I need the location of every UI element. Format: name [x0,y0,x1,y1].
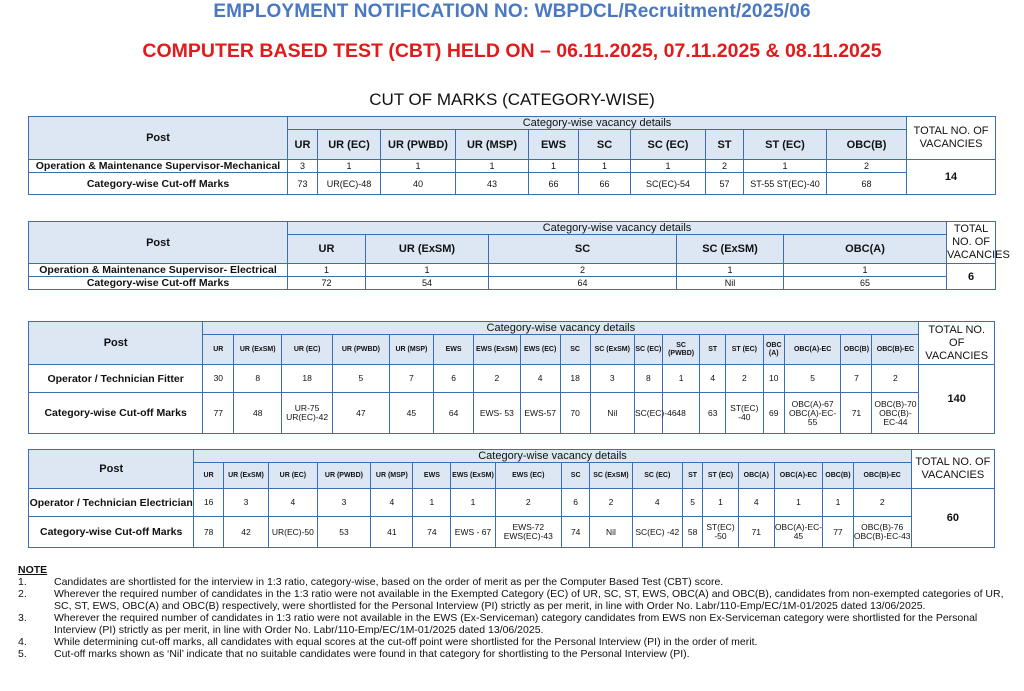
note-item [18,576,1018,588]
cutoff-cell: SC(EC)-46 [634,393,662,434]
note-text: Wherever the required number of candidates in the 1:3 ratio were not available in the Exempted Category (EC) of UR, SC, ST, EWS, OBC(A) and OBC(B), candidates from non-exempted categories of UR, SC, ST, EWS, OBC(A) and OBC(B) respectively, were shortlisted for the Personal Interview (PI) strictly as per merit, in line with Order No. Labr/110-Emp/EC/1M-01/2025 dated 13/06/2025. [54,588,1004,612]
note-number: 1. [18,576,27,588]
vacancy-cell: 2 [872,365,919,393]
category-header: UR (ExSM) [223,463,268,489]
category-header: UR [288,235,366,264]
cutoff-cell: OBC(A)-EC-45 [774,517,822,548]
category-header: OBC (A) [763,335,784,365]
vacancy-cell: 4 [738,489,774,517]
vacancy-cell: 4 [520,365,560,393]
cutoff-cell: ST-55 ST(EC)-40 [744,173,827,195]
vacancy-details-header: Category-wise vacancy details [194,450,911,463]
cutoff-cell: 40 [381,173,456,195]
cutoff-cell: EWS-72 EWS(EC)-43 [495,517,561,548]
category-header: EWS [434,335,474,365]
cutoff-cell: UR(EC)-50 [269,517,317,548]
category-header: SC (ExSM) [677,235,784,264]
total-vacancies-value: 6 [947,264,996,290]
category-header: UR [194,463,223,489]
cutoff-cell: EWS- 53 [474,393,521,434]
category-header: EWS [529,130,579,160]
note-item [18,612,1018,636]
note-item [18,636,1018,648]
vacancy-cell: 30 [203,365,234,393]
cutoff-cell: Nil [590,517,632,548]
cutoff-cell: 47 [333,393,390,434]
cbt-dates-title: COMPUTER BASED TEST (CBT) HELD ON – 06.11.2025, 07.11.2025 & 08.11.2025 [142,40,882,62]
cutoff-cell: Nil [590,393,634,434]
category-header: OBC(B) [823,463,854,489]
vacancy-cell: 7 [841,365,872,393]
category-header: UR (MSP) [456,130,529,160]
category-header: UR [288,130,318,160]
vacancy-cell: 2 [827,160,907,173]
category-header: SC (ExSM) [590,335,634,365]
cutoff-cell: ST(EC) -40 [725,393,763,434]
category-header: ST (EC) [725,335,763,365]
vacancy-cell: 1 [774,489,822,517]
cutoff-cell: OBC(B)-76 OBC(B)-EC-43 [853,517,911,548]
vacancy-cell: 8 [234,365,282,393]
category-header: EWS (ExSM) [451,463,495,489]
category-header: UR (PWBD) [317,463,371,489]
notes-title: NOTE [18,564,48,576]
category-header: UR (EC) [282,335,333,365]
category-header: SC [489,235,677,264]
category-header: SC [560,335,590,365]
cutoff-cell: 71 [841,393,872,434]
notes-section [18,564,1018,660]
note-text: While determining cut-off marks, all candidates with equal scores at the cut-off point were shortlisted for the Personal Interview (PI) in the order of merit. [54,636,758,648]
vacancy-cell: 18 [282,365,333,393]
vacancy-cell: 2 [725,365,763,393]
category-header: ST (EC) [703,463,739,489]
vacancy-cell: 2 [853,489,911,517]
cutoff-label: Category-wise Cut-off Marks [29,393,203,434]
post-header: Post [29,222,288,264]
category-header: SC [561,463,589,489]
vacancy-cell: 6 [561,489,589,517]
cutoff-subtitle: CUT OF MARKS (CATEGORY-WISE) [369,90,655,109]
cutoff-cell: 74 [561,517,589,548]
total-vacancies-header: TOTAL NO. OF VACANCIES [907,117,996,160]
vacancy-cell: 16 [194,489,223,517]
category-header: SC (EC) [631,130,706,160]
table-electrical [28,221,1010,290]
vacancy-cell: 2 [590,489,632,517]
total-vacancies-header: TOTAL NO. OF VACANCIES [919,322,995,365]
vacancy-cell: 2 [474,365,521,393]
vacancy-cell: 1 [744,160,827,173]
vacancy-cell: 4 [371,489,413,517]
cutoff-cell: OBC(B)-70 OBC(B)-EC-44 [872,393,919,434]
cutoff-cell: UR-75 UR(EC)-42 [282,393,333,434]
vacancy-cell: 1 [381,160,456,173]
note-item [18,588,1018,612]
notification-title: EMPLOYMENT NOTIFICATION NO: WBPDCL/Recruitment/2025/06 [213,1,811,22]
vacancy-cell: 10 [763,365,784,393]
category-header: UR (EC) [269,463,317,489]
vacancy-cell: 1 [366,264,489,277]
category-header: EWS (EC) [495,463,561,489]
vacancy-cell: 5 [784,365,841,393]
vacancy-cell: 5 [333,365,390,393]
cutoff-cell: 71 [738,517,774,548]
category-header: SC (ExSM) [590,463,632,489]
cutoff-cell: 73 [288,173,318,195]
category-header: SC (EC) [634,335,662,365]
vacancy-cell: 18 [560,365,590,393]
category-header: OBC(B) [841,335,872,365]
vacancy-cell: 4 [269,489,317,517]
post-name: Operation & Maintenance Supervisor-Mechanical [29,160,288,173]
cutoff-cell: 77 [823,517,854,548]
category-header: ST [683,463,703,489]
category-header: SC (EC) [632,463,683,489]
category-header: OBC(A)-EC [774,463,822,489]
category-header: ST [706,130,744,160]
vacancy-cell: 1 [451,489,495,517]
post-name: Operation & Maintenance Supervisor- Electrical [29,264,288,277]
cutoff-cell: 65 [784,277,947,290]
vacancy-cell: 4 [632,489,683,517]
vacancy-cell: 6 [434,365,474,393]
category-header: UR (EC) [318,130,381,160]
post-header: Post [29,450,194,489]
cutoff-cell: 64 [489,277,677,290]
vacancy-cell: 2 [495,489,561,517]
total-vacancies-value: 60 [911,489,994,548]
cutoff-cell: 68 [827,173,907,195]
cutoff-label: Category-wise Cut-off Marks [29,277,288,290]
category-header: UR (ExSM) [366,235,489,264]
cutoff-cell: 53 [317,517,371,548]
note-item [18,648,1018,660]
cutoff-cell: 48 [234,393,282,434]
total-vacancies-value: 140 [919,365,995,434]
vacancy-cell: 1 [703,489,739,517]
cutoff-cell: 77 [203,393,234,434]
post-name: Operator / Technician Electrician [29,489,194,517]
cutoff-cell: 48 [662,393,700,434]
category-header: UR (MSP) [389,335,433,365]
cutoff-cell: 78 [194,517,223,548]
vacancy-cell: 5 [683,489,703,517]
vacancy-details-header: Category-wise vacancy details [288,222,947,235]
vacancy-details-header: Category-wise vacancy details [288,117,907,130]
vacancy-cell: 7 [389,365,433,393]
cutoff-cell: 63 [700,393,726,434]
category-header: ST (EC) [744,130,827,160]
cutoff-cell: SC(EC) -42 [632,517,683,548]
table-electrician [28,449,995,548]
cutoff-cell: EWS - 67 [451,517,495,548]
vacancy-cell: 1 [784,264,947,277]
category-header: UR [203,335,234,365]
category-header: EWS (EC) [520,335,560,365]
vacancy-cell: 2 [489,264,677,277]
vacancy-cell: 1 [288,264,366,277]
note-number: 5. [18,648,27,660]
vacancy-cell: 1 [413,489,451,517]
vacancy-cell: 1 [579,160,631,173]
category-header: OBC(A) [738,463,774,489]
vacancy-cell: 8 [634,365,662,393]
post-header: Post [29,117,288,160]
vacancy-cell: 2 [706,160,744,173]
vacancy-cell: 3 [317,489,371,517]
cutoff-cell: 45 [389,393,433,434]
cutoff-cell: 70 [560,393,590,434]
vacancy-cell: 1 [662,365,700,393]
vacancy-cell: 3 [590,365,634,393]
total-vacancies-header: TOTAL NO. OF VACANCIES [947,222,996,264]
table-mechanical [28,116,996,195]
cutoff-cell: OBC(A)-67 OBC(A)-EC-55 [784,393,841,434]
vacancy-cell: 1 [529,160,579,173]
vacancy-cell: 3 [288,160,318,173]
category-header: SC [579,130,631,160]
vacancy-cell: 1 [677,264,784,277]
cutoff-cell: ST(EC) -50 [703,517,739,548]
cutoff-cell: Nil [677,277,784,290]
cutoff-cell: 42 [223,517,268,548]
cutoff-cell: 41 [371,517,413,548]
note-text: Wherever the required number of candidates in 1:3 ratio were not available in the EWS (Ex-Serviceman) category candidates from EWS non Ex-Serviceman category were shortlisted for the Personal Interview (PI) strictly as per merit, in line with Order No. Labr/110-Emp/EC/1M-01/2025 dated 13/06/2025. [54,612,978,636]
table-fitter [28,321,995,434]
category-header: OBC(B)-EC [853,463,911,489]
vacancy-details-header: Category-wise vacancy details [203,322,919,335]
category-header: EWS (ExSM) [474,335,521,365]
cutoff-cell: 69 [763,393,784,434]
category-header: OBC(B) [827,130,907,160]
total-vacancies-value: 14 [907,160,996,195]
category-header: ST [700,335,726,365]
cutoff-cell: UR(EC)-48 [318,173,381,195]
cutoff-cell: SC(EC)-54 [631,173,706,195]
cutoff-cell: 72 [288,277,366,290]
note-text: Cut-off marks shown as ‘Nil’ indicate that no suitable candidates were found in that category for shortlisting to the Personal Interview (PI). [54,648,690,660]
category-header: OBC(A)-EC [784,335,841,365]
note-number: 2. [18,588,27,600]
cutoff-cell: EWS-57 [520,393,560,434]
vacancy-cell: 4 [700,365,726,393]
cutoff-cell: 43 [456,173,529,195]
cutoff-cell: 74 [413,517,451,548]
cutoff-cell: 57 [706,173,744,195]
note-text: Candidates are shortlisted for the interview in 1:3 ratio, category-wise, based on the order of merit as per the Computer Based Test (CBT) score. [54,576,724,588]
category-header: UR (MSP) [371,463,413,489]
category-header: OBC(B)-EC [872,335,919,365]
category-header: EWS [413,463,451,489]
cutoff-label: Category-wise Cut-off Marks [29,173,288,195]
category-header: UR (PWBD) [381,130,456,160]
total-vacancies-header: TOTAL NO. OF VACANCIES [911,450,994,489]
cutoff-label: Category-wise Cut-off Marks [29,517,194,548]
cutoff-cell: 66 [579,173,631,195]
category-header: UR (PWBD) [333,335,390,365]
post-name: Operator / Technician Fitter [29,365,203,393]
note-number: 4. [18,636,27,648]
vacancy-cell: 1 [631,160,706,173]
post-header: Post [29,322,203,365]
cutoff-cell: 58 [683,517,703,548]
note-number: 3. [18,612,27,624]
vacancy-cell: 1 [318,160,381,173]
vacancy-cell: 1 [823,489,854,517]
vacancy-cell: 1 [456,160,529,173]
category-header: UR (ExSM) [234,335,282,365]
cutoff-cell: 64 [434,393,474,434]
category-header: OBC(A) [784,235,947,264]
cutoff-cell: 66 [529,173,579,195]
category-header: SC (PWBD) [662,335,700,365]
vacancy-cell: 3 [223,489,268,517]
cutoff-cell: 54 [366,277,489,290]
